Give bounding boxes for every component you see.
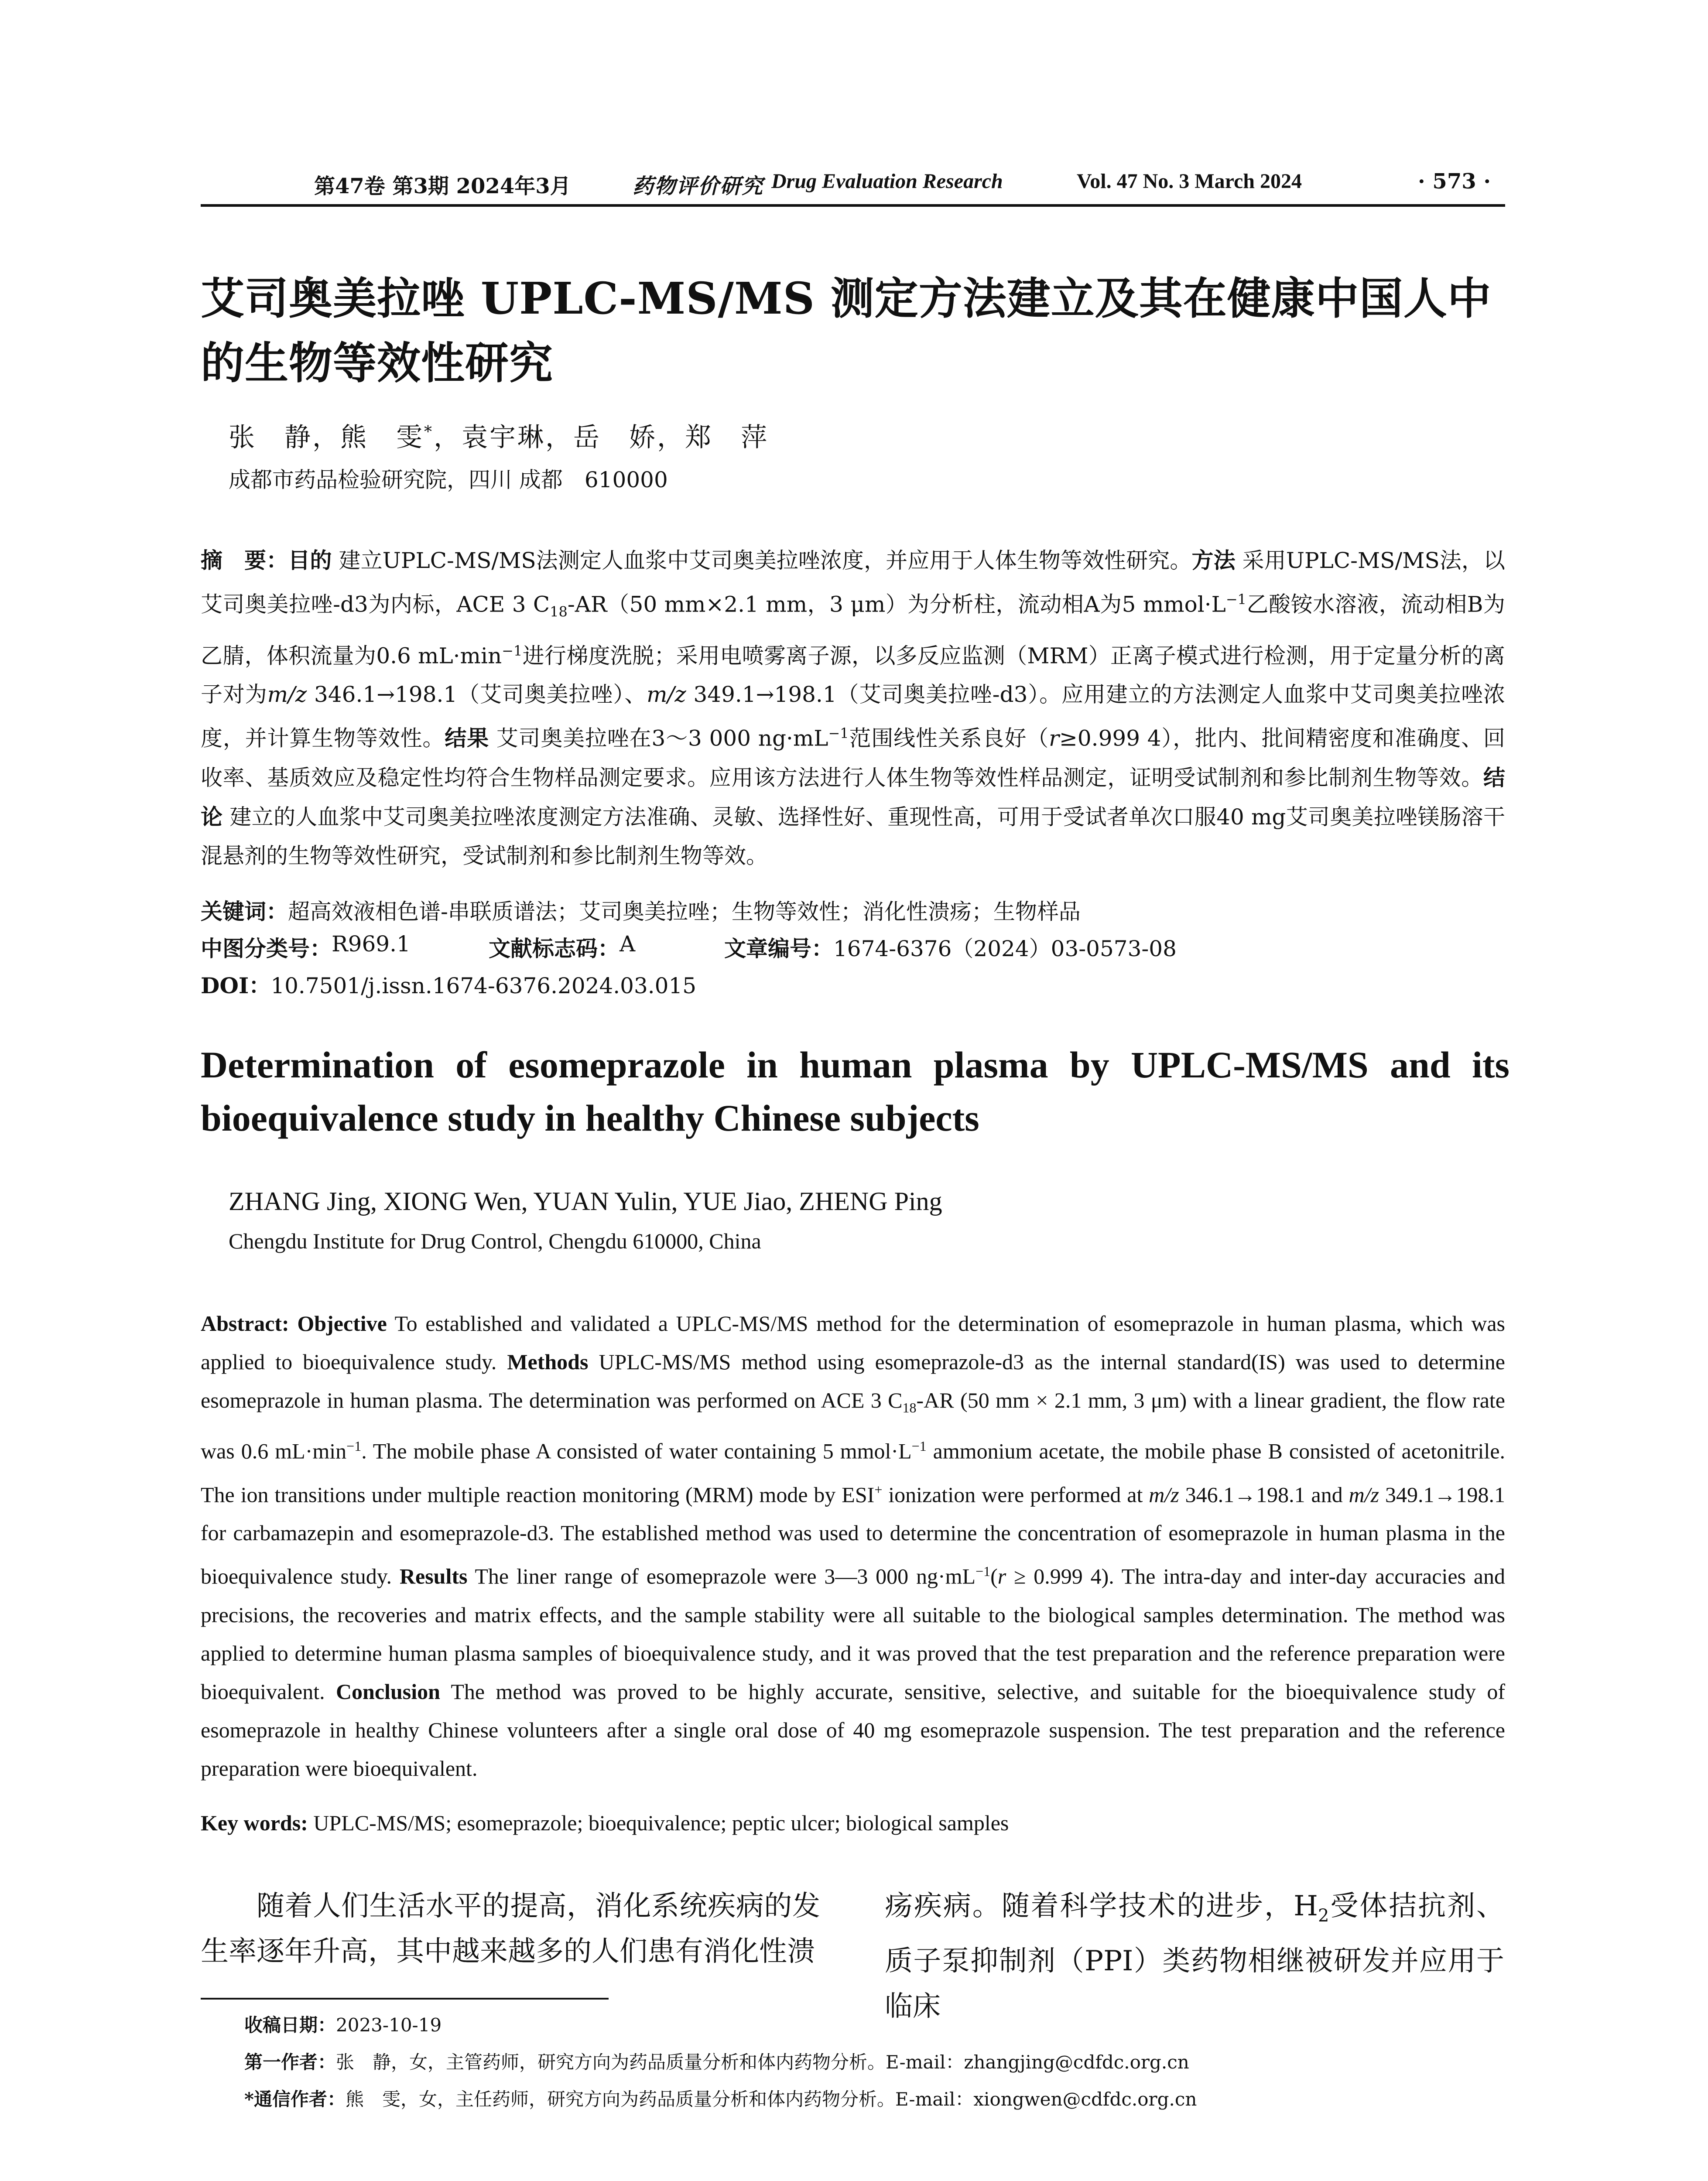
keywords-en: Key words: UPLC-MS/MS; esomeprazole; bioequivalence; peptic ulcer; biological samples xyxy=(201,1811,1009,1835)
footnote-corresponding-author: *通信作者：熊 雯，女，主任药师，研究方向为药品质量分析和体内药物分析。E-mail：xiongwen@cdfdc.org.cn xyxy=(244,2089,1197,2110)
header-volume-cn: 第47卷 第3期 2024年3月 xyxy=(314,174,571,198)
doi: DOI：10.7501/j.issn.1674-6376.2024.03.015 xyxy=(201,973,697,998)
authors-cn: 张 静，熊 雯*，袁宇琳，岳 娇，郑 萍 xyxy=(229,422,769,453)
page-number: · 573 · xyxy=(1418,169,1491,194)
header-volume-en: Vol. 47 No. 3 March 2024 xyxy=(1077,170,1302,193)
keywords-cn: 关键词：超高效液相色谱-串联质谱法；艾司奥美拉唑；生物等效性；消化性溃疡；生物样品 xyxy=(201,899,1081,924)
classification-line: 中图分类号： R969.1 文献标志码： A 文章编号： 1674-6376（2024）03-0573-08 xyxy=(201,931,1177,961)
header-rule xyxy=(201,204,1505,207)
journal-logo: 药物评价研究 xyxy=(633,174,764,198)
abstract-cn: 摘 要：目的 建立UPLC-MS/MS法测定人血浆中艾司奥美拉唑浓度，并应用于人体生物等效性研究。方法 采用UPLC-MS/MS法，以艾司奥美拉唑-d3为内标，ACE 3 $C_{18}-AR(50$ mm×2.1 mm，3 μm）为分析柱，流动相A为5 $mmol\cdot L^{-1}$乙酸铵水溶液，流动相B为乙腈，体积流量为0.6 $mL\cdot\min^{-1}$进行梯度洗脱；采用电喷雾离子源，以多反应监测（MRM）正离子模式进行检测，用于定量分析的离子对为m/z 346.1→198.1（艾司奥美拉唑）、m/z 349.1→198.1（艾司奥美拉唑-d3）。应用建立的方法测定人血浆中艾司奥美拉唑浓度，并计算生物等效性。结果 艾司奥美拉唑在3～3 000 $ng\cdot mL^{-1}$范围线性关系良好（r≥0.999 4），批内、批间精密度和准确度、回收率、基质效应及稳定性均符合生物样品测定要求。应用该方法进行人体生物等效性样品测定，证明受试制剂和参比制剂生物等效。结论 建立的人血浆中艾司奥美拉唑浓度测定方法准确、灵敏、选择性好、重现性高，可用于受试者单次口服40 mg艾司奥美拉唑镁肠溶干混悬剂的生物等效性研究，受试制剂和参比制剂生物等效。 xyxy=(201,547,1506,868)
footnote-received: 收稿日期：2023-10-19 xyxy=(244,2014,442,2036)
abstract-en: Abstract: Objective To established and validated a UPLC-MS/MS method for the determination of esomeprazole in human plasma, which was applied to bioequivalence study. Methods UPLC-MS/MS method using esomeprazole-d3 as the internal standard(IS) was used to determine esomeprazole in human plasma. The determination was performed on ACE 3 $C_{18}-AR$ (50 mm × 2.1 mm, 3 μm) with a linear gradient, the flow rate was 0.6 $mL\cdot\min^{-1}$. The mobile phase A consisted of water containing 5 $mmol\cdot L^{-1}$ ammonium acetate, the mobile phase B consisted of acetonitrile. The ion transitions under multiple reaction monitoring (MRM) mode by ESI+ ionization were performed at m/z 346.1→198.1 and m/z 349.1→198.1 for carbamazepin and esomeprazole-d3. The established method was used to determine the concentration of esomeprazole in human plasma in the bioequivalence study. Results The liner range of esomeprazole were 3—3 000 $ng\cdot mL^{-1}(r \ge 0.999$ 4). The intra-day and inter-day accuracies and precisions, the recoveries and matrix effects, and the sample stability were all suitable to the biological samples determination. The method was applied to determine human plasma samples of bioequivalence study, and it was proved that the test preparation and the reference preparation were bioequivalent. Conclusion The method was proved to be highly accurate, sensitive, selective, and suitable for the bioequivalence study of esomeprazole in healthy Chinese volunteers after a single oral dose of 40 mg esomeprazole suspension. The test preparation and the reference preparation were bioequivalent. xyxy=(201,1311,1506,1781)
title-en: Determination of esomeprazole in human plasma by UPLC-MS/MS and its bioequivalence study in healthy Chinese subjects xyxy=(201,1044,1509,1139)
authors-en: ZHANG Jing, XIONG Wen, YUAN Yulin, YUE Jiao, ZHENG Ping xyxy=(229,1187,942,1216)
body-column-right: 疡疾病。随着科学技术的进步，$H_2$受体拮抗剂、质子泵抑制剂（PPI）类药物相继被研发并应用于临床 xyxy=(885,1890,1505,2023)
body-column-left: 随着人们生活水平的提高，消化系统疾病的发生率逐年升高，其中越来越多的人们患有消化性溃 xyxy=(201,1890,820,1968)
affiliation-en: Chengdu Institute for Drug Control, Chengdu 610000, China xyxy=(229,1229,761,1253)
footnote-rule xyxy=(201,1998,609,2000)
footnote-first-author: 第一作者：张 静，女，主管药师，研究方向为药品质量分析和体内药物分析。E-mail：zhangjing@cdfdc.org.cn xyxy=(244,2051,1189,2073)
affiliation-cn: 成都市药品检验研究院，四川 成都 610000 xyxy=(229,467,668,492)
header-journal-en: Drug Evaluation Research xyxy=(771,170,1003,193)
running-header xyxy=(201,169,1505,204)
title-cn: 艾司奥美拉唑 UPLC-MS/MS 测定方法建立及其在健康中国人中的生物等效性研究 xyxy=(201,273,1492,389)
